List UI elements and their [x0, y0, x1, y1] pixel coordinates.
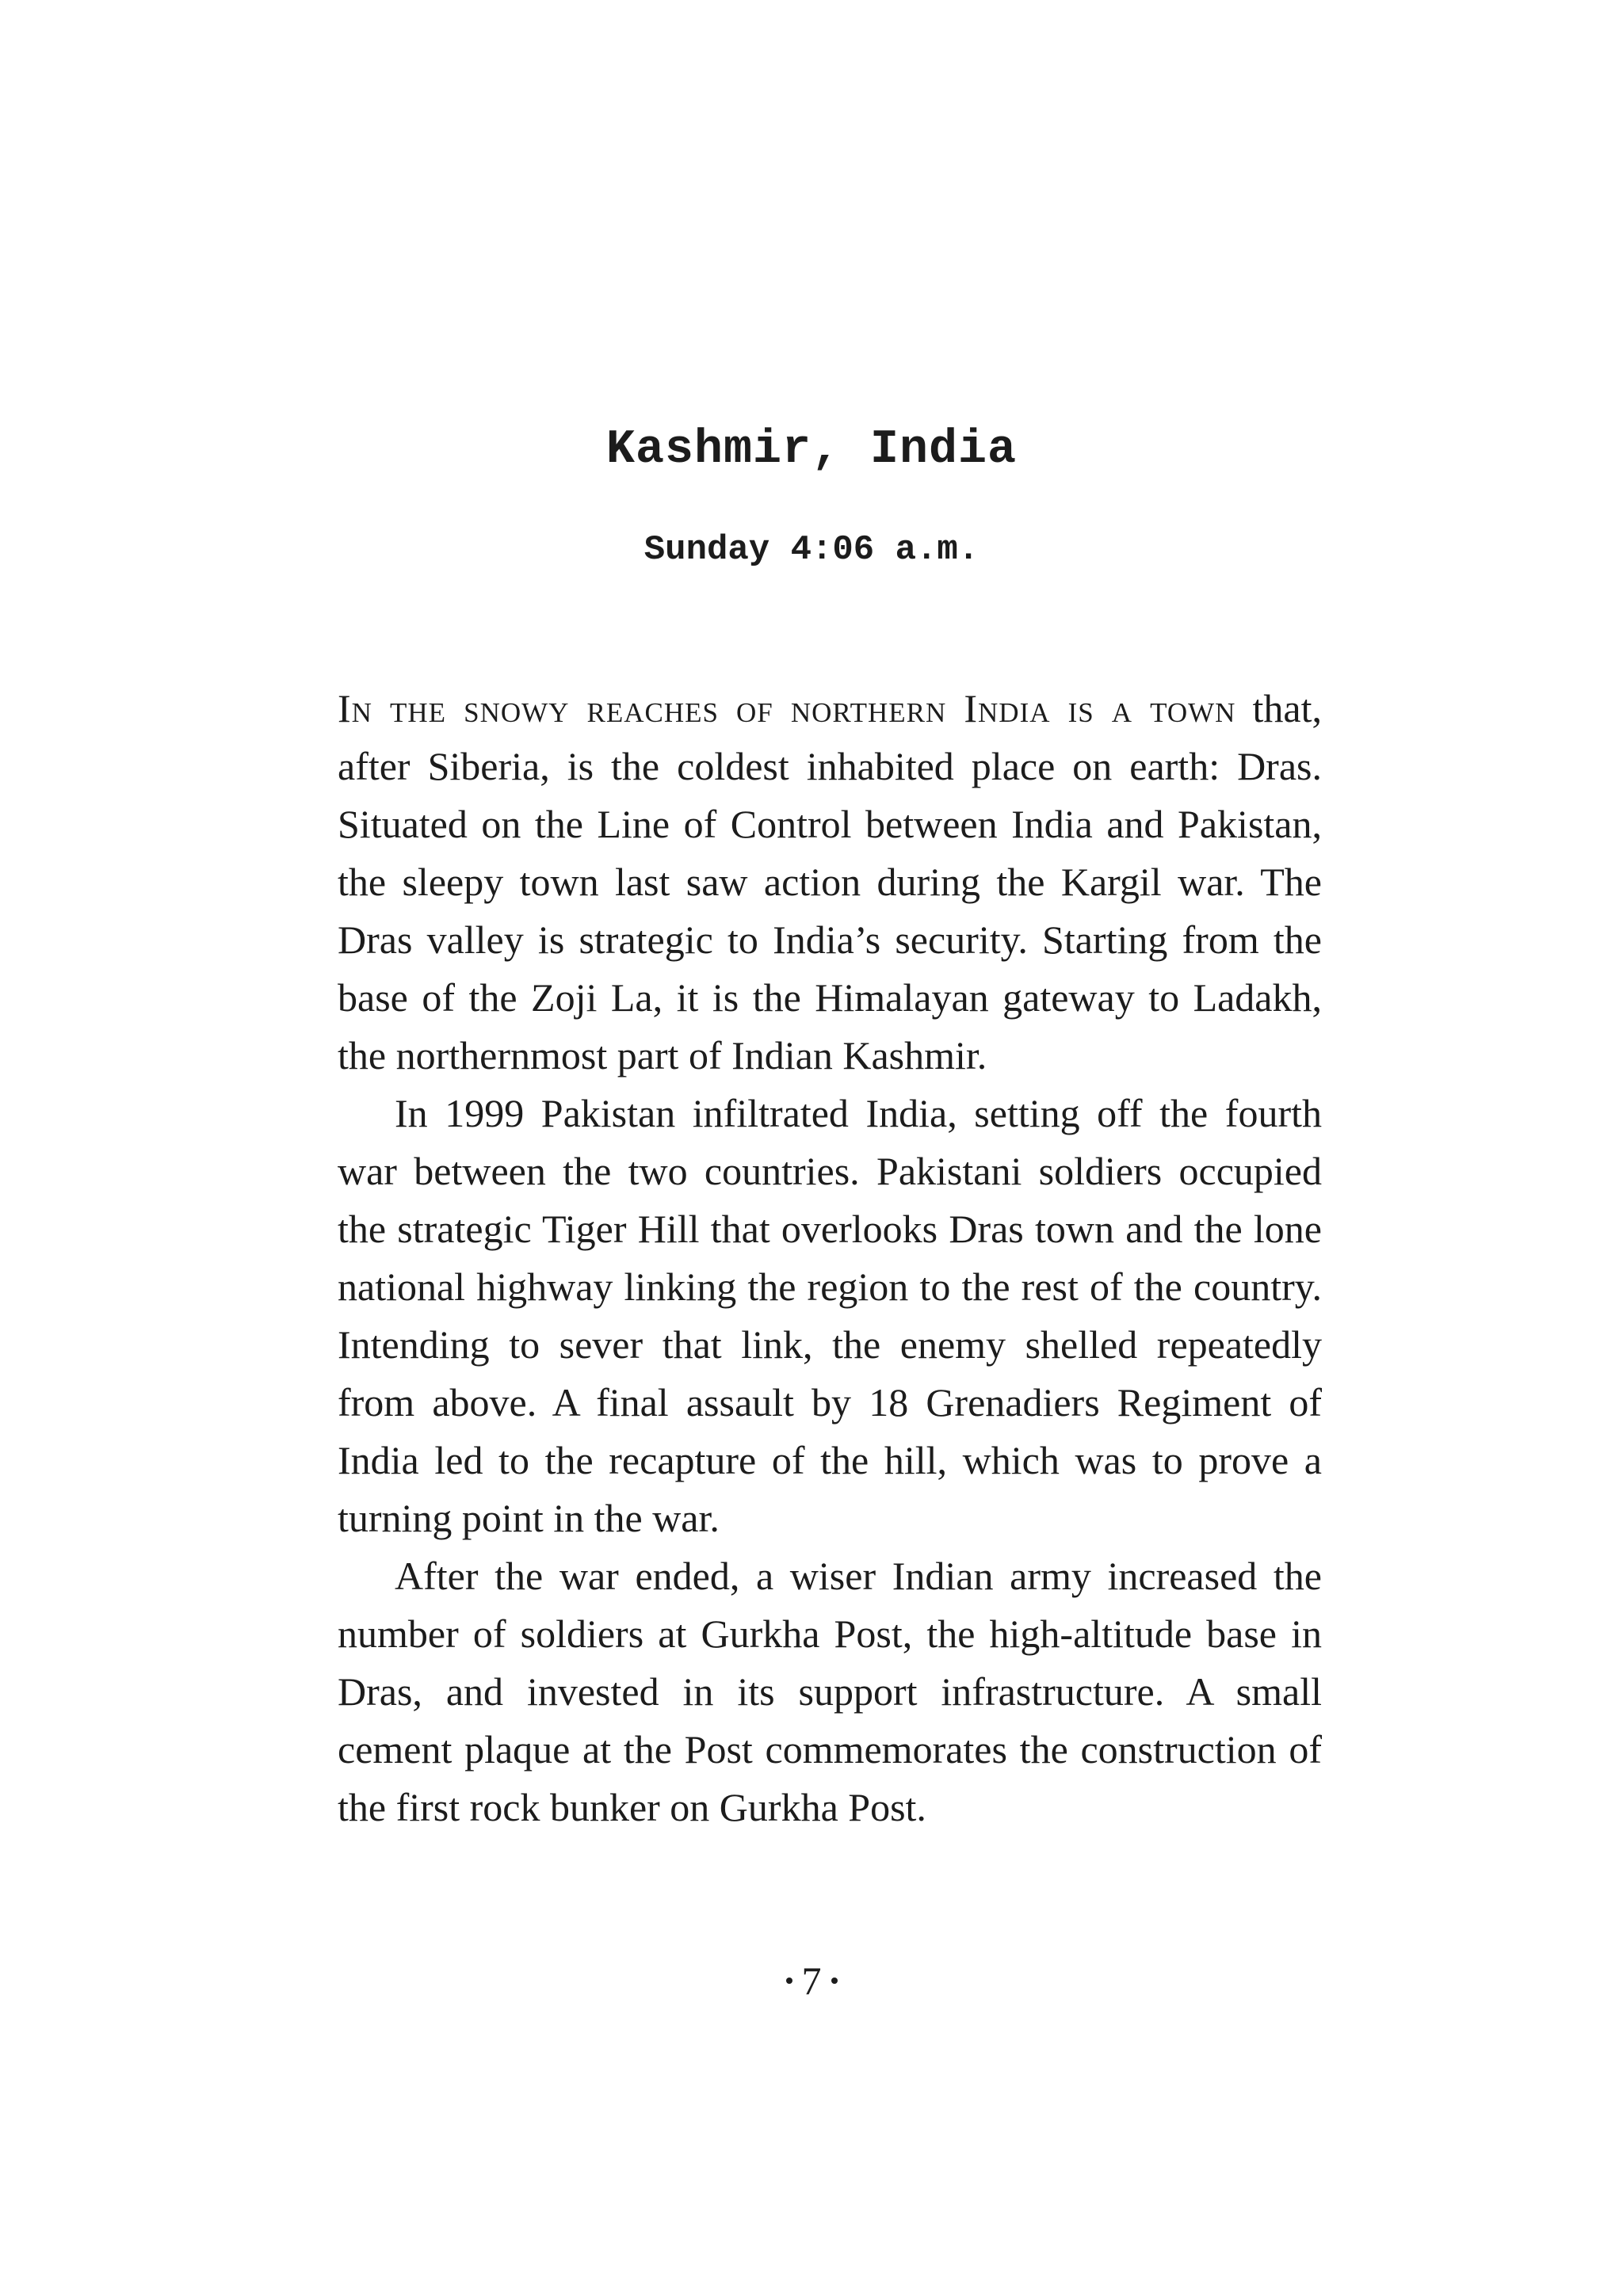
page-number-value: 7 — [801, 1958, 822, 2003]
bullet-dot-left — [786, 1978, 792, 1984]
page-number — [0, 1957, 1623, 2004]
bullet-dot-right — [831, 1978, 838, 1984]
body-text — [338, 680, 1322, 1836]
paragraph-1 — [338, 680, 1322, 1085]
chapter-time-subheading: Sunday 4:06 a.m. — [643, 530, 980, 570]
paragraph-2: In 1999 Pakistan infiltrated India, setting off the fourth war between the two countries. Pakistani soldiers occupied the strategic Tiger Hill that overlooks Dras town and the lone national highway linking the region to the rest of the country. Intending to sever that link, the enemy shelled repeatedly from above. A final assault by 18 Grenadiers Regiment of India led to the recapture of the hill, which was to prove a turning point in the war. — [338, 1091, 1322, 1540]
paragraph-1-text: that, after Siberia, is the coldest inhabited place on earth: Dras. Situated on the Line of Control between India and Pakistan, the sleepy town last saw action during the Kargil war. The Dras valley is strategic to India’s security. Starting from the base of the Zoji La, it is the Himalayan gateway to Ladakh, the northernmost part of Indian Kashmir. — [338, 686, 1322, 1077]
paragraph-3: After the war ended, a wiser Indian army increased the number of soldiers at Gurkha Post, the high-altitude base in Dras, and invested in its support infrastructure. A small cement plaque at the Post commemorates the construction of the first rock bunker on Gurkha Post. — [338, 1554, 1322, 1829]
chapter-location-heading: Kashmir, India — [605, 423, 1018, 477]
paragraph-lead-in: In the snowy reaches of northern India is a town — [338, 686, 1236, 730]
